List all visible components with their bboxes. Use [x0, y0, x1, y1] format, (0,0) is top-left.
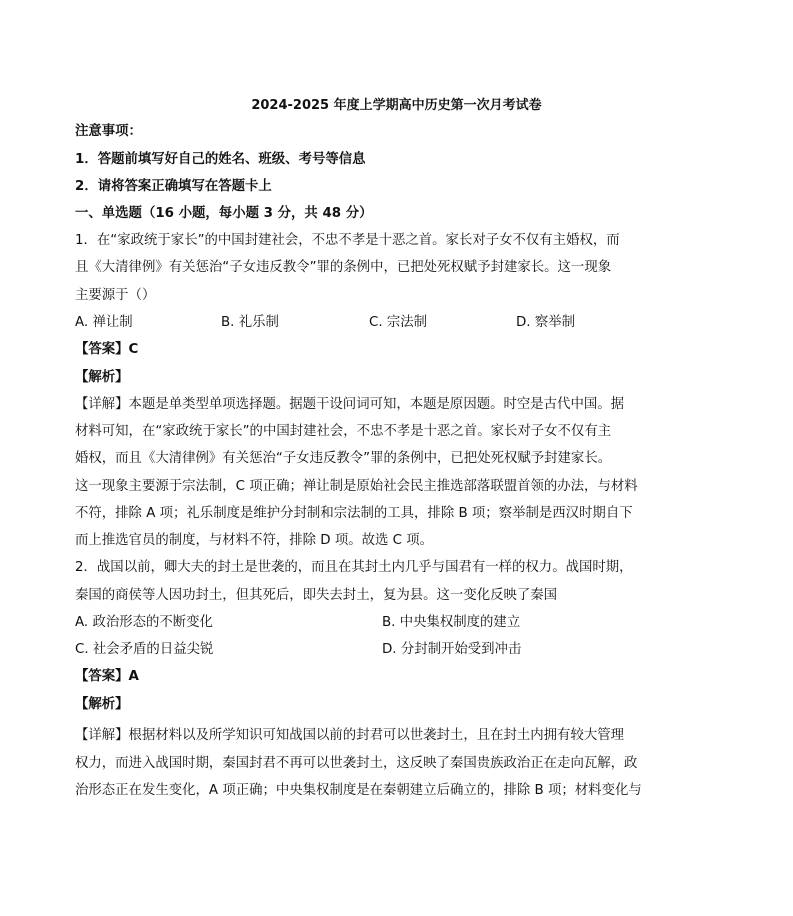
q2-stem-line: 2．战国以前，卿大夫的封土是世袭的，而且在其封土内几乎与国君有一样的权力。战国时期，: [75, 560, 633, 575]
q1-detail-line: 材料可知，在“家政统于家长”的中国封建社会，不忠不孝是十恶之首。家长对子女不仅有主: [75, 424, 612, 439]
q1-stem-line: 1．在“家政统于家长”的中国封建社会，不忠不孝是十恶之首。家长对子女不仅有主婚权，而: [75, 233, 620, 248]
q1-option-a: A. 禅让制: [75, 315, 133, 330]
q1-analysis-label: 【解析】: [75, 370, 129, 385]
q1-answer: 【答案】C: [75, 342, 139, 357]
section-heading: 一、单选题（16 小题，每小题 3 分，共 48 分）: [75, 206, 373, 221]
q2-option-d: D. 分封制开始受到冲击: [382, 642, 522, 657]
notice-item-1: 1．答题前填写好自己的姓名、班级、考号等信息: [75, 152, 366, 167]
q2-detail-line: 治形态正在发生变化，A 项正确；中央集权制度是在秦朝建立后确立的，排除 B 项；材料变化与: [75, 783, 642, 798]
q1-stem-line: 且《大清律例》有关惩治“子女违反教令”罪的条例中，已把处死权赋予封建家长。这一现象: [75, 260, 612, 275]
q2-detail-line: 【详解】根据材料以及所学知识可知战国以前的封君可以世袭封土，且在封土内拥有较大管理: [75, 728, 625, 743]
q2-detail-line: 权力，而进入战国时期，秦国封君不再可以世袭封土，这反映了秦国贵族政治正在走向瓦解，政: [75, 756, 638, 771]
q1-option-c: C. 宗法制: [369, 315, 428, 330]
q2-option-c: C. 社会矛盾的日益尖锐: [75, 642, 214, 657]
q2-option-a: A. 政治形态的不断变化: [75, 615, 213, 630]
q1-stem-line: 主要源于（）: [75, 288, 156, 303]
q1-detail-line: 婚权，而且《大清律例》有关惩治“子女违反教令”罪的条例中，已把处死权赋予封建家长。: [75, 451, 612, 466]
notice-heading: 注意事项：: [75, 124, 142, 139]
q1-detail-line: 不符，排除 A 项；礼乐制度是维护分封制和宗法制的工具，排除 B 项；察举制是西汉时期自下: [75, 506, 633, 521]
q2-analysis-label: 【解析】: [75, 697, 129, 712]
notice-item-2: 2．请将答案正确填写在答题卡上: [75, 179, 272, 194]
q1-detail-line: 这一现象主要源于宗法制，C 项正确；禅让制是原始社会民主推选部落联盟首领的办法，与材料: [75, 479, 638, 494]
q1-detail-line: 【详解】本题是单类型单项选择题。据题干设问词可知，本题是原因题。时空是古代中国。据: [75, 397, 625, 412]
q1-option-d: D. 察举制: [516, 315, 575, 330]
q2-answer: 【答案】A: [75, 669, 139, 684]
q1-option-b: B. 礼乐制: [221, 315, 279, 330]
q2-option-b: B. 中央集权制度的建立: [382, 615, 521, 630]
q2-stem-line: 秦国的商侯等人因功封土，但其死后，即失去封土，复为县。这一变化反映了秦国: [75, 588, 558, 603]
q1-detail-line: 而上推选官员的制度，与材料不符，排除 D 项。故选 C 项。: [75, 533, 434, 548]
page-title: 2024-2025 年度上学期高中历史第一次月考试卷: [251, 98, 542, 113]
